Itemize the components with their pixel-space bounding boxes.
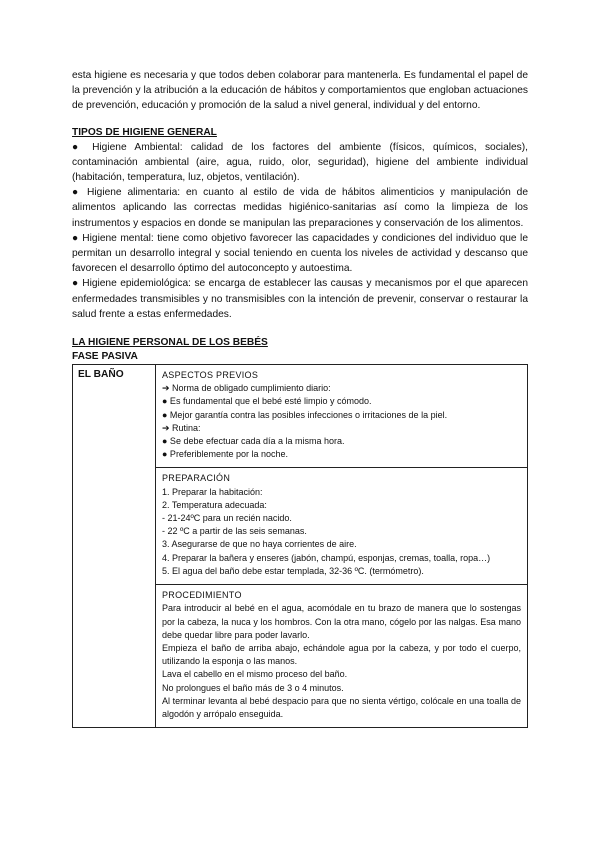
phase-heading: FASE PASIVA xyxy=(72,351,138,363)
document-page xyxy=(72,68,528,728)
section-line: - 21-24ºC para un recién nacido. xyxy=(162,513,292,524)
section-line: ● Es fundamental que el bebé esté limpio y cómodo. xyxy=(162,396,372,407)
types-heading: TIPOS DE HIGIENE GENERAL xyxy=(72,126,217,138)
section-title: ASPECTOS PREVIOS xyxy=(162,370,259,381)
section-preparacion xyxy=(156,468,528,585)
section-line: ➔ Norma de obligado cumplimiento diario: xyxy=(162,383,331,394)
section-line: ● Mejor garantía contra las posibles infecciones o irritaciones de la piel. xyxy=(162,409,448,420)
section-line: - 22 ºC a partir de las seis semanas. xyxy=(162,526,307,537)
section-aspectos-previos xyxy=(156,365,528,468)
section-title: PREPARACIÓN xyxy=(162,473,231,484)
section-line: Al terminar levanta al bebé despacio para que no sienta vértigo, colócale en una toalla de algodón y arrópalo enseguida. xyxy=(162,695,521,719)
section-line: ➔ Rutina: xyxy=(162,422,201,433)
section-procedimiento xyxy=(156,585,528,728)
type-item-mental: ● Higiene mental: tiene como objetivo favorecer las capacidades y condiciones del individuo que le permitan un desarrollo integral y social teniendo en cuenta los niveles de actividad y descanso que favorecen el desarrollo óptimo del autoconcepto y autoestima. xyxy=(72,232,528,275)
type-item-epidemiologica: ● Higiene epidemiológica: se encarga de establecer las causas y mecanismos por el que aparecen enfermedades transmisibles y no transmisibles con la intención de prevenir, conservar o restaurar la salud frente a estas enfermedades. xyxy=(72,278,528,320)
bath-label: EL BAÑO xyxy=(78,369,124,381)
section-line: 3. Asegurarse de que no haya corrientes de aire. xyxy=(162,539,357,550)
bath-label-cell xyxy=(73,365,156,728)
section-line: 4. Preparar la bañera y enseres (jabón, champú, esponjas, cremas, toalla, ropa…) xyxy=(162,552,491,563)
types-section xyxy=(72,125,528,322)
intro-paragraph: esta higiene es necesaria y que todos deben colaborar para mantenerla. Es fundamental el papel de la prevención y la atribución a la educación de hábitos y comportamientos que engloban actuaciones de prevención, educación y promoción de la salud a nivel general, individual y del entorno. xyxy=(72,70,528,112)
babies-heading: LA HIGIENE PERSONAL DE LOS BEBÉS xyxy=(72,337,268,349)
type-item-alimentaria: ● Higiene alimentaria: en cuanto al estilo de vida de hábitos alimenticios y manipulación de alimentos aplicando las correctas medidas higiénico-sanitarias así como la limpieza de los instrumentos y espacios en donde se manipulan las preparaciones y conservación de los alimentos. xyxy=(72,187,528,229)
section-title: PROCEDIMIENTO xyxy=(162,590,242,601)
section-line: No prolongues el baño más de 3 o 4 minutos. xyxy=(162,682,344,693)
section-line: ● Preferiblemente por la noche. xyxy=(162,449,289,460)
section-line: 1. Preparar la habitación: xyxy=(162,486,263,497)
section-line: Empieza el baño de arriba abajo, echándole agua por la cabeza, y por todo el cuerpo, utilizando la esponja o las manos. xyxy=(162,642,521,667)
bath-table xyxy=(72,364,528,728)
section-line: Lava el cabello en el mismo proceso del baño. xyxy=(162,669,348,680)
section-line: ● Se debe efectuar cada día a la misma hora. xyxy=(162,436,345,447)
section-line: 2. Temperatura adecuada: xyxy=(162,499,267,510)
type-item-ambiental: ● Higiene Ambiental: calidad de los factores del ambiente (físicos, químicos, sociales), contaminación ambiental (aire, agua, ruido, olor, seguridad), higiene del ambiente individual (habitación, temperatura, luz, objetos, ventilación). xyxy=(72,141,528,184)
section-line: 5. El agua del baño debe estar templada, 32-36 ºC. (termómetro). xyxy=(162,565,424,576)
babies-section xyxy=(72,335,528,728)
section-line: Para introducir al bebé en el agua, acomódale en tu brazo de manera que lo sostengas por la cabeza, la nuca y los hombros. Con la otra mano, cógelo por las nalgas. Esa mano debe quedar libre para poder lavarlo. xyxy=(162,603,521,640)
